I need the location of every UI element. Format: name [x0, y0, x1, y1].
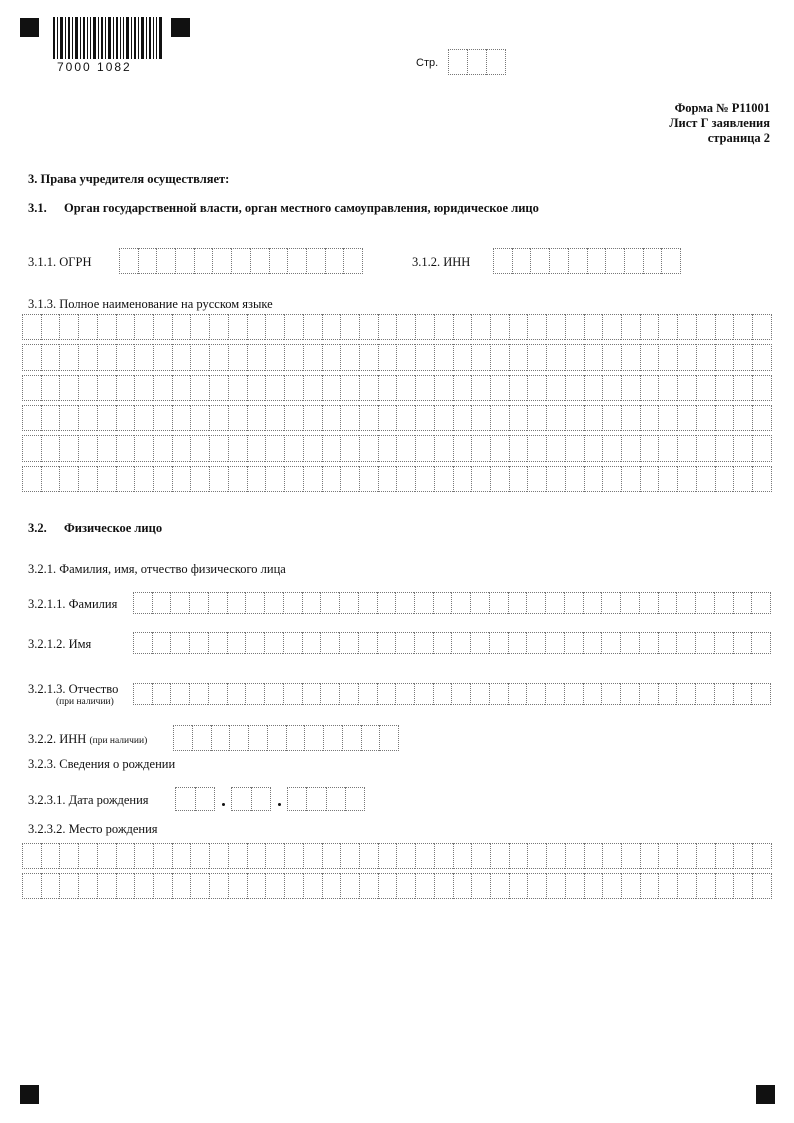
- registration-marker-bottom-left: [20, 1085, 39, 1104]
- page-label: Стр.: [416, 57, 439, 69]
- section-3-2-title: Физическое лицо: [64, 521, 163, 535]
- birth-label: 3.2.3. Сведения о рождении: [28, 757, 176, 771]
- birthdate-month-input[interactable]: [231, 787, 271, 811]
- form-number: Форма № Р11001: [674, 101, 770, 115]
- section-3-title: 3. Права учредителя осуществляет:: [28, 172, 230, 186]
- registration-marker-top-left: [20, 18, 39, 37]
- patronymic-note: (при наличии): [56, 697, 114, 707]
- birthdate-day-input[interactable]: [175, 787, 215, 811]
- birthplace-label: 3.2.3.2. Место рождения: [28, 822, 158, 836]
- form-page: страница 2: [707, 131, 770, 145]
- inn-person-note: (при наличии): [89, 736, 148, 746]
- barcode-number: 7000 1082: [57, 60, 132, 74]
- registration-marker-top-right: [171, 18, 190, 37]
- cell-row[interactable]: [22, 314, 772, 340]
- cell-row[interactable]: [22, 435, 772, 461]
- cell-row[interactable]: [22, 843, 772, 869]
- cell-row[interactable]: [22, 375, 772, 401]
- name-input[interactable]: [133, 632, 771, 658]
- birthdate-label: 3.2.3.1. Дата рождения: [28, 793, 149, 807]
- section-3-1-number: 3.1.: [28, 201, 47, 215]
- date-separator-dot: [222, 803, 225, 806]
- surname-label: 3.2.1.1. Фамилия: [28, 597, 118, 611]
- patronymic-input[interactable]: [133, 683, 771, 709]
- inn-person-label: [28, 733, 147, 747]
- patronymic-label: 3.2.1.3. Отчество: [28, 682, 119, 696]
- cell-row[interactable]: [133, 632, 771, 654]
- birthdate-year-input[interactable]: [287, 787, 365, 811]
- fullname-input[interactable]: [22, 314, 772, 496]
- inn-person-label-text: 3.2.2. ИНН: [28, 732, 87, 746]
- name-label: 3.2.1.2. Имя: [28, 637, 92, 651]
- cell-row[interactable]: [133, 592, 771, 614]
- cell-row[interactable]: [22, 466, 772, 492]
- ogrn-label: 3.1.1. ОГРН: [28, 255, 92, 269]
- inn-person-input[interactable]: [173, 725, 399, 751]
- cell-row[interactable]: [133, 683, 771, 705]
- cell-row[interactable]: [22, 405, 772, 431]
- surname-input[interactable]: [133, 592, 771, 618]
- form-header: [669, 101, 770, 146]
- cell-row[interactable]: [22, 344, 772, 370]
- inn-org-input[interactable]: [493, 248, 681, 274]
- barcode: [53, 17, 163, 59]
- form-sheet: Лист Г заявления: [669, 116, 770, 130]
- birthplace-input[interactable]: [22, 843, 772, 903]
- fio-label: 3.2.1. Фамилия, имя, отчество физического лица: [28, 562, 286, 576]
- ogrn-input[interactable]: [119, 248, 363, 274]
- fullname-label: 3.1.3. Полное наименование на русском языке: [28, 297, 273, 311]
- date-separator-dot: [278, 803, 281, 806]
- cell-row[interactable]: [22, 873, 772, 899]
- section-3-2-number: 3.2.: [28, 521, 47, 535]
- page-number-cells[interactable]: [448, 49, 506, 75]
- inn-org-label: 3.1.2. ИНН: [412, 255, 471, 269]
- section-3-1-title: Орган государственной власти, орган местного самоуправления, юридическое лицо: [64, 201, 539, 215]
- registration-marker-bottom-right: [756, 1085, 775, 1104]
